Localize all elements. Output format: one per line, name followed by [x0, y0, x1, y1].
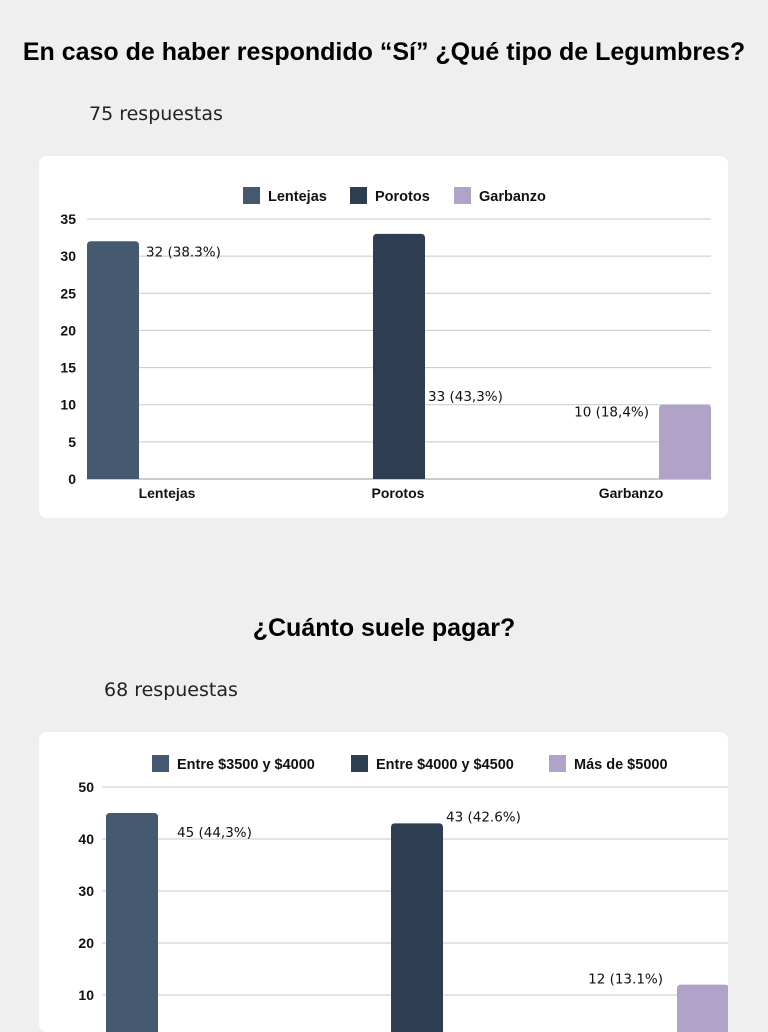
y-tick-label: 30	[60, 248, 76, 265]
legend-swatch	[549, 755, 566, 772]
y-tick-label: 10	[78, 987, 94, 1003]
legend-label: Porotos	[375, 189, 430, 205]
chart-1-card	[39, 156, 728, 518]
legend-label: Más de $5000	[574, 757, 668, 773]
x-category-label: Lentejas	[138, 485, 196, 501]
legend-swatch	[152, 755, 169, 772]
legend-swatch	[454, 187, 471, 204]
y-tick-label: 35	[60, 211, 76, 227]
legend-item	[454, 187, 546, 205]
legend-swatch	[243, 187, 260, 204]
bar	[106, 813, 158, 1032]
chart-2-response-count: 68 respuestas	[104, 679, 238, 701]
legend-label: Garbanzo	[479, 189, 546, 205]
y-tick-label: 50	[78, 779, 94, 795]
legend-swatch	[351, 755, 368, 772]
y-tick-label: 20	[60, 322, 76, 339]
y-tick-label: 15	[60, 359, 76, 376]
bar	[391, 823, 443, 1032]
y-tick-label: 0	[68, 471, 76, 487]
data-label: 32 (38.3%)	[146, 244, 221, 261]
y-tick-label: 10	[60, 396, 76, 413]
data-label: 10 (18,4%)	[574, 404, 649, 421]
legend-item	[351, 755, 514, 773]
chart-2-title: ¿Cuánto suele pagar?	[252, 614, 516, 642]
bar	[677, 985, 728, 1032]
legend-item	[549, 755, 668, 773]
y-tick-label: 20	[78, 935, 94, 951]
legend-item	[243, 187, 327, 205]
y-tick-label: 40	[78, 831, 94, 847]
legend-item	[350, 187, 430, 205]
data-label: 43 (42.6%)	[446, 809, 521, 826]
bar	[659, 405, 711, 479]
chart-2-svg	[39, 732, 728, 1032]
legend-label: Entre $3500 y $4000	[177, 757, 315, 773]
chart-1-svg	[39, 156, 728, 518]
x-category-label: Garbanzo	[598, 485, 664, 501]
x-category-label: Porotos	[371, 485, 425, 501]
y-tick-label: 30	[78, 883, 94, 899]
y-tick-label: 25	[60, 285, 76, 302]
data-label: 33 (43,3%)	[428, 388, 503, 405]
chart-1-response-count: 75 respuestas	[89, 103, 223, 125]
data-label: 45 (44,3%)	[177, 825, 252, 841]
legend-label: Lentejas	[268, 189, 327, 205]
chart-1-title: En caso de haber respondido “Sí” ¿Qué tipo de Legumbres?	[22, 38, 746, 66]
bar	[87, 241, 139, 479]
bar	[373, 234, 425, 479]
chart-2-card	[39, 732, 728, 1032]
legend-label: Entre $4000 y $4500	[376, 757, 514, 773]
y-tick-label: 5	[68, 433, 76, 450]
legend-item	[152, 755, 315, 773]
legend-swatch	[350, 187, 367, 204]
data-label: 12 (13.1%)	[588, 971, 663, 988]
